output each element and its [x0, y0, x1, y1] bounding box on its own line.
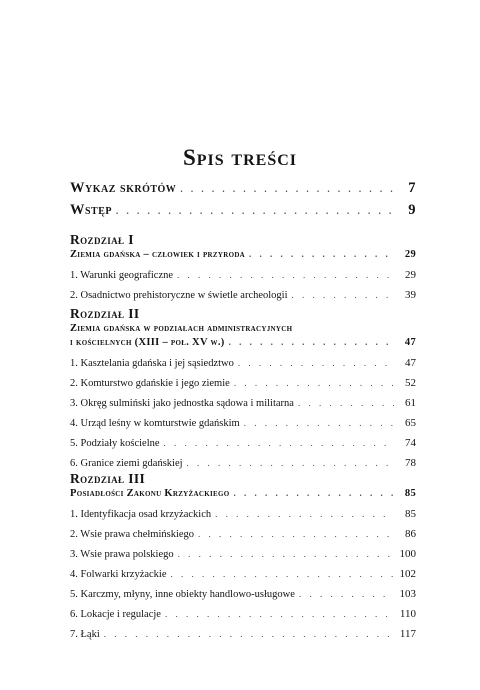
- entry-page: 85: [405, 508, 416, 520]
- toc-entry: [70, 508, 416, 520]
- entry-page: 47: [405, 357, 416, 369]
- leader-dots: [215, 509, 394, 519]
- entry-page: 29: [404, 249, 416, 260]
- entry-label: 4. Urząd leśny w komturstwie gdańskim: [70, 418, 240, 429]
- toc-entry: [70, 289, 416, 301]
- leader-dots: [249, 249, 394, 259]
- toc-entry: [70, 357, 416, 369]
- leader-dots: [234, 378, 394, 388]
- toc-entry-abbreviations: [70, 180, 416, 197]
- leader-dots: [187, 458, 394, 468]
- entry-page: 39: [405, 289, 416, 301]
- entry-page: 9: [408, 202, 416, 218]
- entry-label: 5. Podziały kościelne: [70, 438, 160, 449]
- entry-page: 61: [405, 397, 416, 409]
- toc-entry: [70, 269, 416, 281]
- entry-label: 1. Warunki geograficzne: [70, 270, 174, 281]
- entry-label: 1. Identyfikacja osad krzyżackich: [70, 509, 212, 520]
- entry-label: Wykaz skrótów: [70, 180, 177, 196]
- entry-page: 65: [405, 417, 416, 429]
- entry-page: 78: [405, 457, 416, 469]
- toc-entry: [70, 437, 416, 449]
- chapter3-subtitle: [70, 488, 416, 499]
- entry-page: 52: [405, 377, 416, 389]
- entry-label: Posiadłości Zakonu Krzyżackiego: [70, 488, 230, 499]
- leader-dots: [165, 609, 394, 619]
- entry-page: 74: [405, 437, 416, 449]
- entry-label: 3. Wsie prawa polskiego: [70, 549, 174, 560]
- leader-dots: [177, 270, 394, 280]
- leader-dots: [198, 529, 394, 539]
- entry-page: 85: [404, 488, 416, 499]
- chapter2-subtitle-line1: Ziemia gdańska w podziałach administracyjnych: [70, 323, 293, 334]
- entry-label: 2. Wsie prawa chełmińskiego: [70, 529, 195, 540]
- leader-dots: [299, 589, 394, 599]
- entry-label: Wstęp: [70, 202, 113, 218]
- leader-dots: [298, 398, 394, 408]
- leader-dots: [233, 488, 394, 498]
- entry-page: 103: [399, 588, 416, 600]
- chapter2-subtitle: [70, 337, 416, 348]
- entry-label: 6. Granice ziemi gdańskiej: [70, 458, 183, 469]
- toc-entry: [70, 568, 416, 580]
- entry-page: 29: [405, 269, 416, 281]
- entry-label: Ziemia gdańska – człowiek i przyroda: [70, 249, 246, 260]
- entry-page: 117: [399, 628, 416, 640]
- leader-dots: [178, 549, 394, 559]
- leader-dots: [244, 418, 394, 428]
- entry-label: 2. Komturstwo gdańskie i jego ziemie: [70, 378, 230, 389]
- chapter1-subtitle: [70, 249, 416, 260]
- toc-entry: [70, 457, 416, 469]
- toc-entry: [70, 417, 416, 429]
- entry-label: 5. Karczmy, młyny, inne obiekty handlowo-usługowe: [70, 589, 295, 600]
- entry-page: 86: [405, 528, 416, 540]
- leader-dots: [164, 438, 394, 448]
- leader-dots: [229, 337, 394, 347]
- leader-dots: [180, 184, 394, 194]
- chapter1-heading: Rozdział I: [70, 232, 134, 247]
- leader-dots: [238, 358, 394, 368]
- toc-entry: [70, 377, 416, 389]
- entry-page: 7: [408, 180, 416, 196]
- chapter2-heading: Rozdział II: [70, 306, 140, 321]
- entry-label: 2. Osadnictwo prehistoryczne w świetle archeologii: [70, 290, 288, 301]
- toc-entry: [70, 628, 416, 640]
- entry-page: 47: [404, 337, 416, 348]
- entry-page: 100: [399, 548, 416, 560]
- toc-entry: [70, 588, 416, 600]
- page-title: Spis treści: [182, 145, 298, 170]
- toc-entry-introduction: [70, 202, 416, 219]
- leader-dots: [116, 206, 394, 216]
- entry-page: 110: [399, 608, 416, 620]
- leader-dots: [104, 629, 394, 639]
- entry-label: 7. Łąki: [70, 629, 100, 640]
- toc-entry: [70, 397, 416, 409]
- entry-label: 3. Okręg sulmiński jako jednostka sądowa i militarna: [70, 398, 294, 409]
- leader-dots: [171, 569, 394, 579]
- entry-label: 6. Lokacje i regulacje: [70, 609, 161, 620]
- entry-page: 102: [399, 568, 416, 580]
- entry-label: i kościelnych (XIII – poł. XV w.): [70, 337, 225, 348]
- entry-label: 4. Folwarki krzyżackie: [70, 569, 167, 580]
- toc-entry: [70, 608, 416, 620]
- leader-dots: [292, 290, 394, 300]
- chapter3-heading: Rozdział III: [70, 471, 146, 486]
- toc-entry: [70, 528, 416, 540]
- toc-entry: [70, 548, 416, 560]
- entry-label: 1. Kasztelania gdańska i jej sąsiedztwo: [70, 358, 234, 369]
